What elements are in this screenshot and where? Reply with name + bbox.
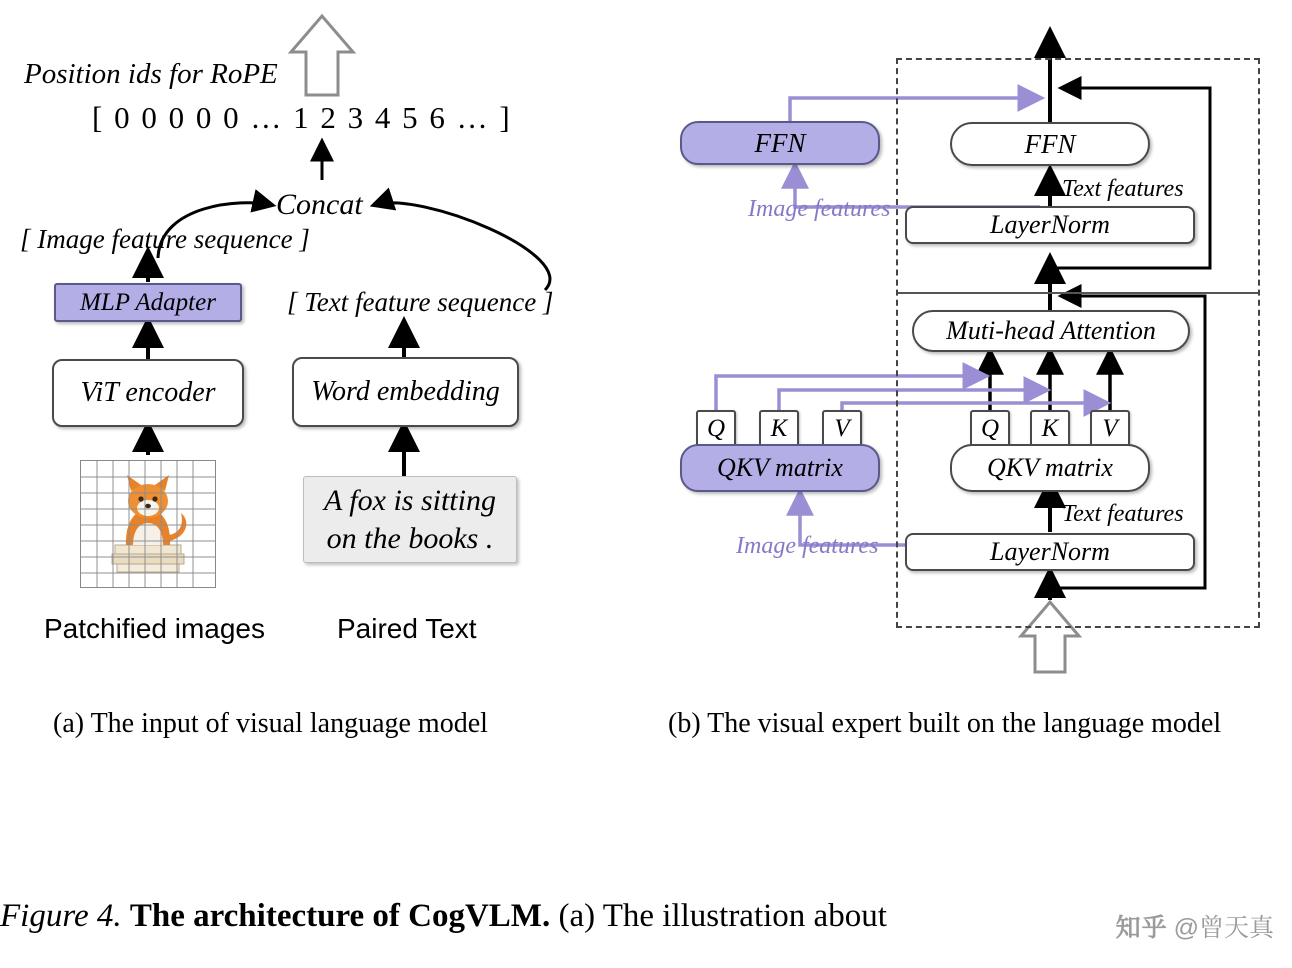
paired-text-label: Paired Text [337, 613, 477, 644]
image-features-top-label: Image features [748, 196, 891, 222]
figure-caption-bold: The architecture of CogVLM. [129, 898, 551, 934]
expert-q-box[interactable] [696, 410, 736, 448]
image-features-bottom-label: Image features [736, 533, 879, 559]
vit-encoder-block[interactable] [52, 359, 244, 427]
expert-k-box[interactable] [759, 410, 799, 448]
expert-ffn-block[interactable] [680, 121, 880, 165]
mlp-adapter-block[interactable] [54, 283, 242, 322]
base-v-label: V [1102, 415, 1118, 442]
expert-k-label: K [770, 415, 788, 442]
word-embedding-label: Word embedding [311, 376, 500, 407]
rope-output-arrow [291, 16, 353, 95]
base-q-box[interactable] [970, 410, 1010, 448]
zhihu-logo-icon: 知乎 [1115, 914, 1168, 942]
watermark [1116, 908, 1274, 944]
base-ffn-block[interactable] [950, 122, 1150, 166]
layernorm-bottom-label: LayerNorm [990, 537, 1110, 566]
patchified-image [80, 460, 216, 588]
patchified-images-label: Patchified images [44, 613, 266, 644]
panel-a-caption: (a) The input of visual language model [53, 708, 488, 739]
figure-caption-rest: (a) The illustration about [558, 898, 887, 934]
watermark-handle: @曾天真 [1173, 914, 1274, 942]
base-ffn-label: FFN [1024, 128, 1076, 159]
base-qkv-label: QKV matrix [987, 453, 1113, 482]
fox-illustration [81, 461, 215, 587]
multi-head-attention-block[interactable] [912, 310, 1190, 352]
layernorm-top-label: LayerNorm [990, 210, 1110, 239]
image-feature-sequence-label: [ Image feature sequence ] [20, 224, 310, 254]
vit-encoder-label: ViT encoder [80, 377, 216, 408]
expert-qkv-matrix-block[interactable] [680, 444, 880, 492]
text-feature-sequence-label: [ Text feature sequence ] [287, 287, 554, 317]
expert-v-label: V [834, 415, 850, 442]
paired-text-sample [303, 476, 517, 563]
text-features-top-label: Text features [1062, 176, 1184, 202]
figure-caption-prefix: Figure 4. [0, 898, 122, 934]
sample-text-line-2: on the books . [326, 521, 494, 555]
expert-v-box[interactable] [822, 410, 862, 448]
layernorm-bottom-block[interactable] [905, 533, 1195, 571]
base-k-label: K [1041, 415, 1059, 442]
expert-qkv-label: QKV matrix [717, 453, 843, 482]
multi-head-attention-label: Muti-head Attention [946, 316, 1156, 345]
position-ids-sequence: [ 0 0 0 0 0 … 1 2 3 4 5 6 … ] [92, 100, 512, 135]
sample-text-line-1: A fox is sitting [324, 484, 496, 517]
base-qkv-matrix-block[interactable] [950, 444, 1150, 492]
concat-label: Concat [276, 188, 363, 221]
base-k-box[interactable] [1030, 410, 1070, 448]
expert-ffn-label: FFN [754, 127, 806, 158]
base-q-label: Q [980, 415, 1000, 442]
panel-b-caption: (b) The visual expert built on the language model [668, 708, 1222, 739]
rope-title: Position ids for RoPE [24, 58, 278, 90]
text-features-bottom-label: Text features [1062, 501, 1184, 527]
word-embedding-block[interactable] [292, 357, 519, 427]
mlp-adapter-label: MLP Adapter [80, 288, 216, 316]
base-v-box[interactable] [1090, 410, 1130, 448]
figure-caption [0, 898, 1292, 935]
layernorm-top-block[interactable] [905, 206, 1195, 244]
expert-q-label: Q [706, 415, 726, 442]
